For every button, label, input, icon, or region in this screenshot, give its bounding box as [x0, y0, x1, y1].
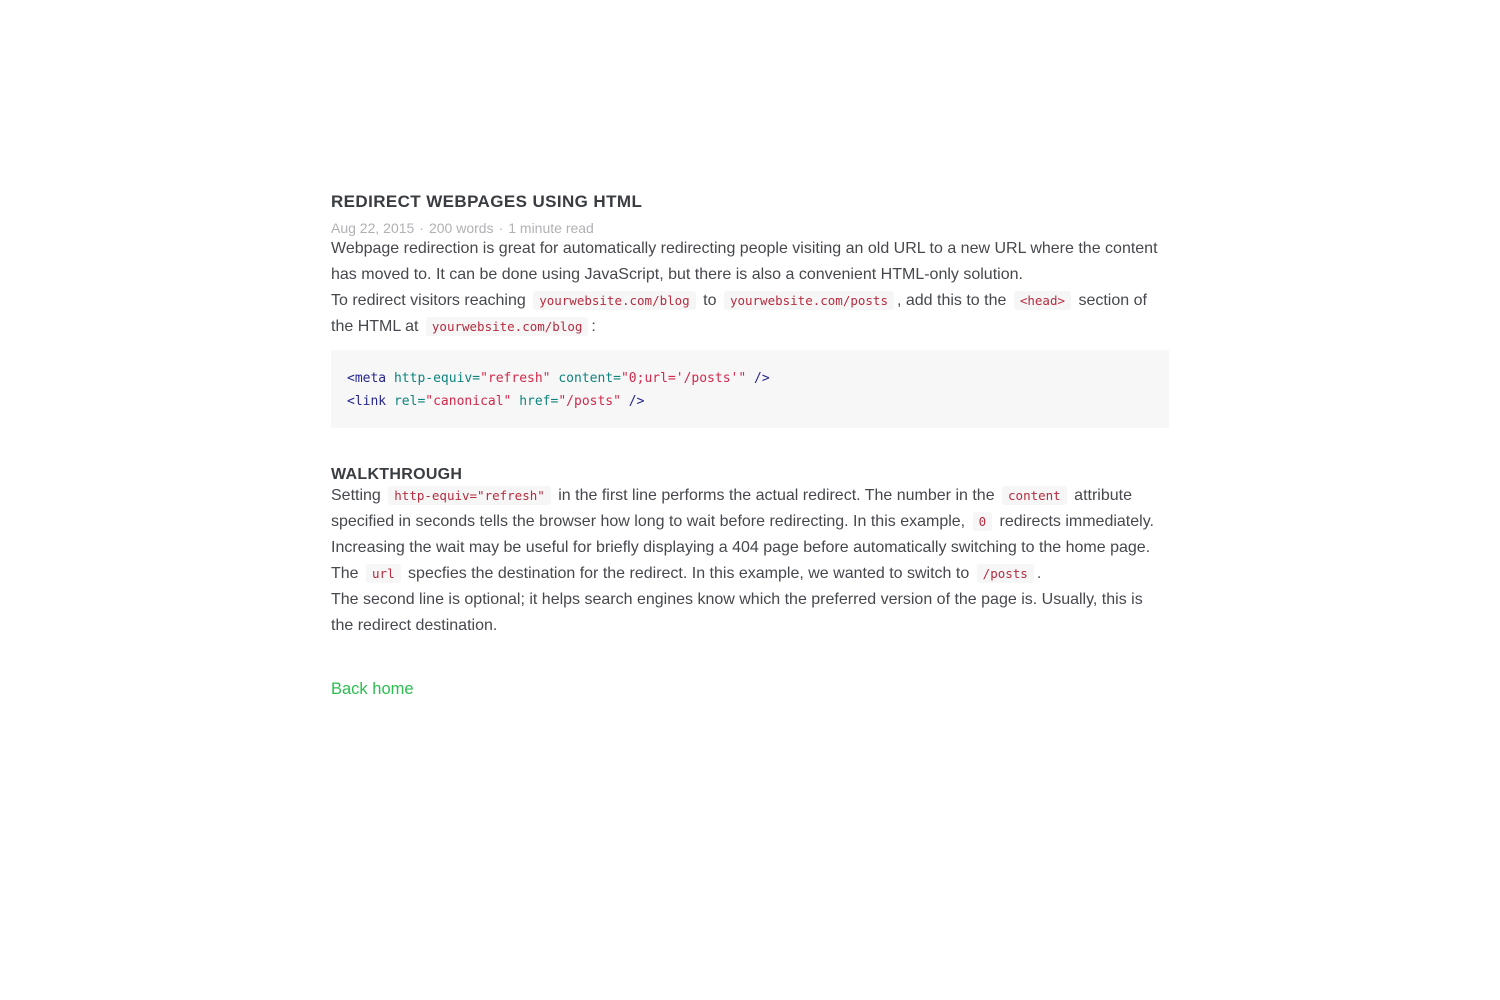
- meta-separator: ·: [498, 220, 504, 236]
- inline-code: http-equiv="refresh": [388, 486, 551, 505]
- section-heading-walkthrough: WALKTHROUGH: [331, 466, 463, 483]
- inline-code: 0: [973, 512, 993, 531]
- inline-code: yourwebsite.com/blog: [533, 291, 696, 310]
- paragraph-intro: Webpage redirection is great for automatically redirecting people visiting an old URL to a new URL where the content has moved to. It can be done using JavaScript, but there is also a convenient HTML-only solution.: [331, 240, 1158, 283]
- word-count: 200 words: [428, 220, 494, 236]
- read-time: 1 minute read: [508, 220, 594, 236]
- inline-code: yourwebsite.com/posts: [724, 291, 894, 310]
- back-home-link[interactable]: Back home: [331, 680, 414, 698]
- article: [331, 192, 1169, 699]
- post-meta: [331, 221, 1169, 236]
- code-block: [331, 350, 1169, 428]
- article-container: [331, 0, 1169, 699]
- paragraph-walkthrough-detail: Setting http-equiv="refresh" in the first line performs the actual redirect. The number in the content attribute specified in seconds tells the browser how long to wait before redirecting. In this example, 0 redirects immediately. Increasing the wait may be useful for briefly displaying a 404 page before automatically switching to the home page. The url specfies the destination for the redirect. In this example, we wanted to switch to /posts .: [331, 487, 1154, 582]
- paragraph-setup: To redirect visitors reaching yourwebsite.com/blog to yourwebsite.com/posts , add this to the <head> section of the HTML at yourwebsite.com/blog :: [331, 292, 1147, 335]
- inline-code: /posts: [977, 564, 1034, 583]
- page-title: REDIRECT WEBPAGES USING HTML: [331, 192, 643, 211]
- inline-code: content: [1002, 486, 1067, 505]
- paragraph-second-line: The second line is optional; it helps search engines know which the preferred version of the page is. Usually, this is the redirect destination.: [331, 591, 1143, 634]
- inline-code: url: [366, 564, 401, 583]
- code-html: <meta http-equiv="refresh" content="0;url='/posts'" /> <link rel="canonical" href="/posts" />: [347, 371, 770, 409]
- inline-code: <head>: [1014, 291, 1071, 310]
- post-date: Aug 22, 2015: [331, 220, 415, 236]
- inline-code: yourwebsite.com/blog: [426, 317, 589, 336]
- meta-separator: ·: [419, 220, 424, 236]
